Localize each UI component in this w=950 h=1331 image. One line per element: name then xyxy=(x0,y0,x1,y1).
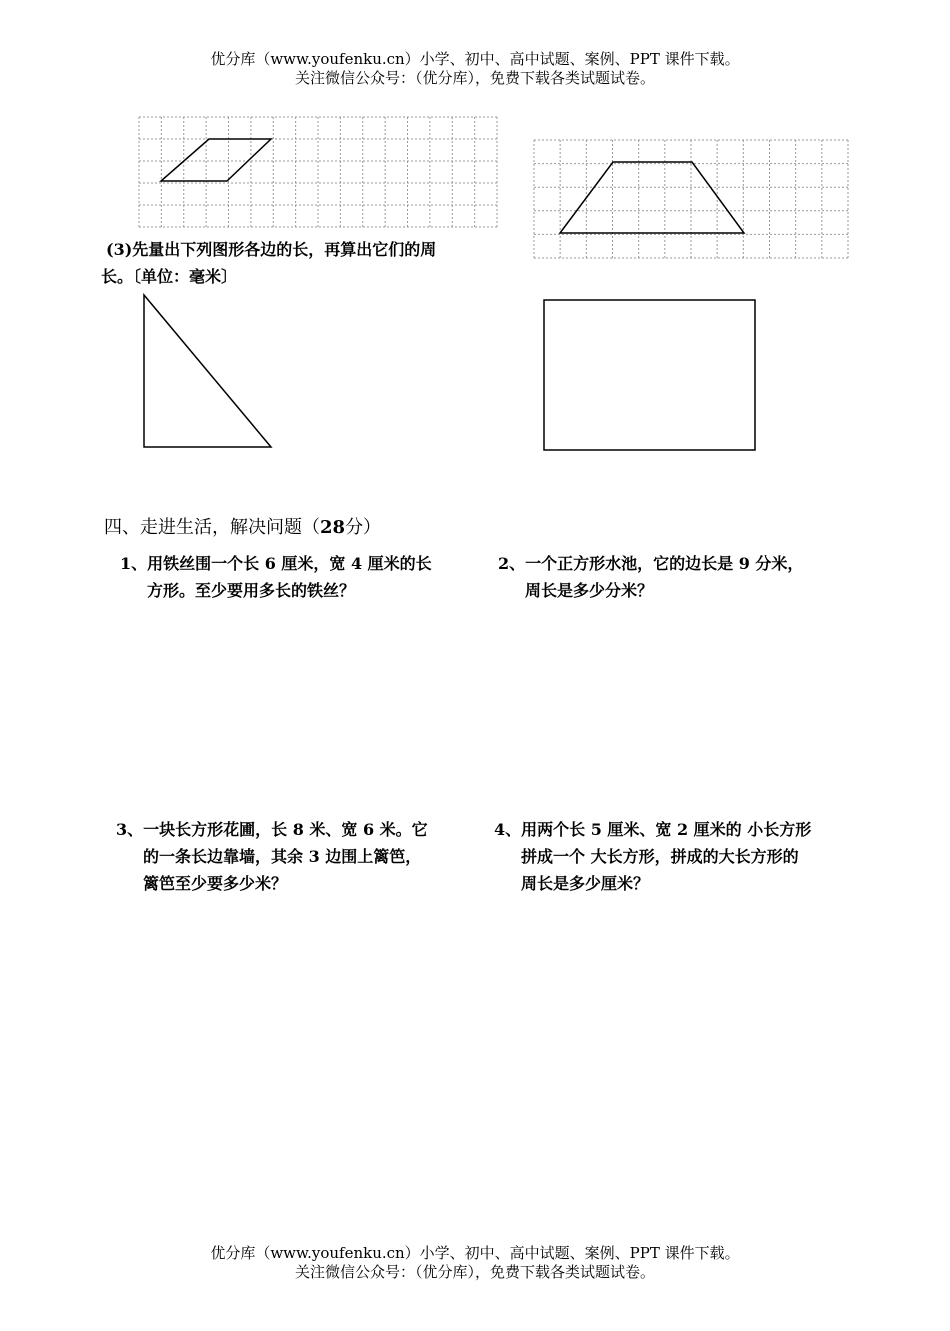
section4-title xyxy=(104,515,381,541)
question-1-line-1: 1、用铁丝围一个长 6 厘米，宽 4 厘米的长 xyxy=(120,554,432,573)
question-3-line-2: 的一条长边靠墙，其余 3 边围上篱笆， xyxy=(143,847,422,866)
section4-title-score: 28 xyxy=(320,517,346,538)
question-1-line-2: 方形。至少要用多长的铁丝？ xyxy=(147,581,356,600)
question-2-line-2: 周长是多少分米？ xyxy=(525,581,654,600)
question-4-line-1: 4、用两个长 5 厘米、宽 2 厘米的 小长方形 xyxy=(494,820,812,839)
question-1 xyxy=(120,550,432,604)
header-line-2: 关注微信公众号：（优分库），免费下载各类试题试卷。 xyxy=(294,69,655,87)
right-triangle-figure xyxy=(140,292,275,452)
page-footer xyxy=(0,1244,950,1282)
grid-figure-parallelogram xyxy=(139,117,499,229)
question-3-line-3: 篱笆至少要多少米？ xyxy=(143,874,288,893)
trapezoid-shape xyxy=(560,162,744,233)
header-line-1: 优分库（www.youfenku.cn）小学、初中、高中试题、案例、PPT 课件下载。 xyxy=(210,50,740,68)
footer-line-2: 关注微信公众号：（优分库），免费下载各类试题试卷。 xyxy=(294,1263,655,1281)
rectangle-shape xyxy=(544,300,755,450)
question-4-line-2: 拼成一个 大长方形，拼成的大长方形的 xyxy=(521,847,799,866)
footer-line-1: 优分库（www.youfenku.cn）小学、初中、高中试题、案例、PPT 课件下载。 xyxy=(210,1244,740,1262)
question-3 xyxy=(116,816,428,897)
question-4 xyxy=(494,816,811,897)
grid-figure-trapezoid xyxy=(534,140,850,260)
section4-title-prefix: 四、走进生活，解决问题（ xyxy=(104,517,320,538)
part3-instruction xyxy=(101,236,437,290)
question-2 xyxy=(498,550,803,604)
part3-line-1: (3)先量出下列图形各边的长，再算出它们的周 xyxy=(106,240,437,259)
rectangle-figure xyxy=(542,297,758,453)
question-2-line-1: 2、一个正方形水池，它的边长是 9 分米， xyxy=(498,554,804,573)
section4-title-suffix: 分） xyxy=(345,517,382,538)
right-triangle-shape xyxy=(144,295,271,447)
question-3-line-1: 3、一块长方形花圃，长 8 米、宽 6 米。它 xyxy=(116,820,428,839)
question-4-line-3: 周长是多少厘米？ xyxy=(521,874,650,893)
page-header xyxy=(0,50,950,88)
part3-line-2: 长。〔单位：毫米〕 xyxy=(101,267,238,286)
parallelogram-shape xyxy=(161,139,271,181)
